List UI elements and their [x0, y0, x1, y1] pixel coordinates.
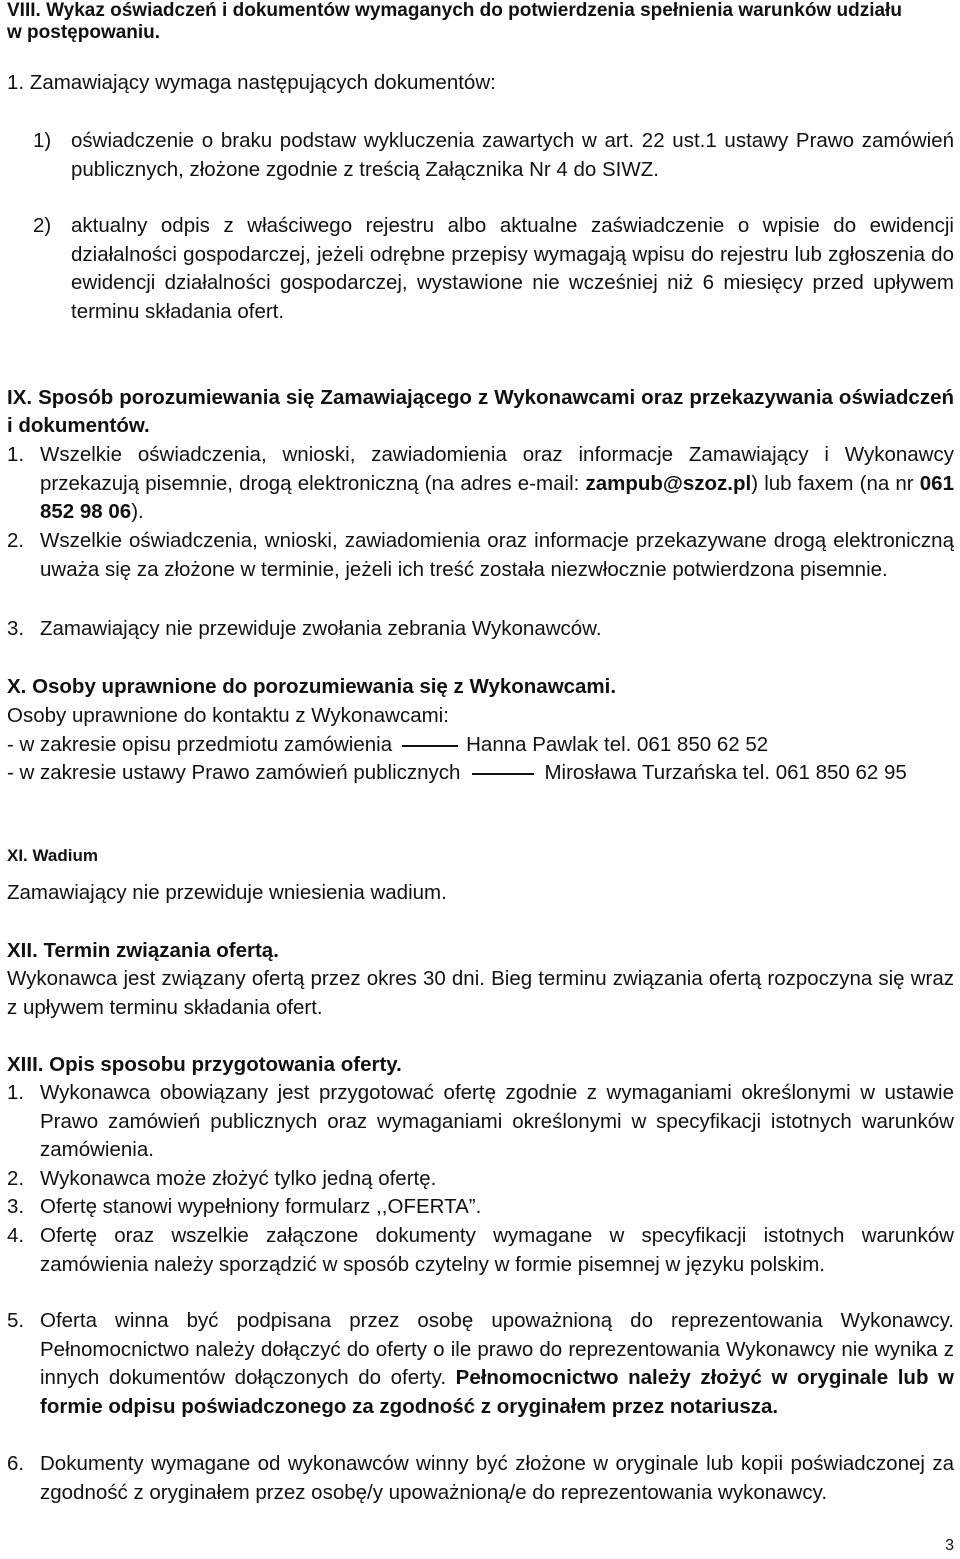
section-xi-text: Zamawiający nie przewiduje wniesienia wadium. — [7, 881, 447, 904]
contact-row-1 — [7, 731, 768, 760]
section-viii-heading-line2: w postępowaniu. — [7, 21, 161, 43]
xiii-item3-text: Ofertę stanowi wypełniony formularz ,,OFERTA”. — [40, 1195, 482, 1218]
section-xi-heading: XI. Wadium — [7, 846, 98, 865]
email-address: zampub@szoz.pl — [585, 471, 752, 495]
xiii-item6-text: Dokumenty wymagane od wykonawców winny być złożone w oryginale lub kopii poświadczonej za zgodność z oryginałem przez osobę/y upoważnioną/e do reprezentowania wykonawcy. — [40, 1452, 954, 1504]
section-x-intro: Osoby uprawnione do kontaktu z Wykonawcami: — [7, 704, 449, 727]
fax-number: 061 852 98 06 — [40, 471, 954, 523]
xiii-item5-text: Oferta winna być podpisana przez osobę upoważnioną do reprezentowania Wykonawcy. Pełnomocnictwo należy dołączyć do oferty o ile prawo do reprezentowania Wykonawcy nie wynika z innych dokumentów dołączonych do oferty. — [40, 1309, 954, 1389]
section-ix-item3: Zamawiający nie przewiduje zwołania zebrania Wykonawców. — [40, 617, 602, 640]
dash-separator — [402, 745, 458, 747]
section-viii-item-1: 1. Zamawiający wymaga następujących dokumentów: — [7, 71, 496, 94]
contact-row-2 — [7, 759, 954, 788]
xiii-item4-number: 4. — [7, 1224, 25, 1247]
xiii-item4-text: Ofertę oraz wszelkie załączone dokumenty wymagane w specyfikacji istotnych warunków zamówienia należy sporządzić w sposób czytelny w formie pisemnej w języku polskim. — [40, 1224, 954, 1276]
contact-1-scope: - w zakresie opisu przedmiotu zamówienia — [7, 733, 393, 756]
section-ix-item2: Wszelkie oświadczenia, wnioski, zawiadomienia oraz informacje przekazywane drogą elektroniczną uważa się za złożone w terminie, jeżeli ich treść została niezwłocznie potwierdzona pisemnie. — [40, 529, 954, 581]
section-xiii-heading: XIII. Opis sposobu przygotowania oferty. — [7, 1053, 402, 1076]
section-viii-heading-line1: VIII. Wykaz oświadczeń i dokumentów wymaganych do potwierdzenia spełnienia warunków udziału — [7, 0, 902, 21]
contact-2-scope: - w zakresie ustawy Prawo zamówień publicznych — [7, 761, 461, 784]
xiii-item5-bold-note: Pełnomocnictwo należy złożyć w oryginale lub w formie odpisu poświadczonego za zgodność z oryginałem przez notariusza. — [40, 1366, 954, 1418]
section-ix-item1-text-a: Wszelkie oświadczenia, wnioski, zawiadomienia oraz informacje Zamawiający i Wykonawcy przekazują pisemnie, drogą elektroniczną (na adres e-mail: — [40, 443, 954, 495]
section-ix-item2-number: 2. — [7, 529, 25, 552]
xiii-item2-text: Wykonawca może złożyć tylko jedną ofertę. — [40, 1167, 437, 1190]
section-ix-item1-text-b: ) lub faxem (na nr — [751, 471, 920, 495]
section-viii-sub1-text: oświadczenie o braku podstaw wykluczenia zawartych w art. 22 ust.1 ustawy Prawo zamówień publicznych, złożone zgodnie z treścią Załącznika Nr 4 do SIWZ. — [71, 129, 954, 181]
section-ix-heading: IX. Sposób porozumiewania się Zamawiającego z Wykonawcami oraz przekazywania oświadczeń i dokumentów. — [7, 386, 954, 437]
xiii-item2-number: 2. — [7, 1167, 25, 1190]
section-ix-item3-number: 3. — [7, 617, 25, 640]
section-ix-item1 — [40, 441, 954, 527]
section-viii-sub2-text: aktualny odpis z właściwego rejestru albo aktualne zaświadczenie o wpisie do ewidencji działalności gospodarczej, jeżeli odrębne przepisy wymagają wpisu do rejestru lub zgłoszenia do ewidencji działalności gospodarczej, wystawione nie wcześniej niż 6 miesięcy przed upływem terminu składania ofert. — [71, 214, 954, 323]
xiii-item1-text: Wykonawca obowiązany jest przygotować ofertę zgodnie z wymaganiami określonymi w ustawie Prawo zamówień publicznych oraz wymaganiami określonymi w specyfikacji istotnych warunków zamówienia. — [40, 1081, 954, 1161]
section-x-heading: X. Osoby uprawnione do porozumiewania się z Wykonawcami. — [7, 675, 617, 698]
contact-1-person: Hanna Pawlak tel. 061 850 62 52 — [466, 733, 769, 756]
section-xii-text: Wykonawca jest związany ofertą przez okres 30 dni. Bieg terminu związania ofertą rozpoczyna się wraz z upływem terminu składania ofert. — [7, 967, 954, 1019]
contact-2-person: Mirosława Turzańska tel. 061 850 62 95 — [544, 761, 907, 784]
dash-separator — [472, 773, 534, 775]
section-viii-sub1-number: 1) — [33, 129, 52, 152]
page-number: 3 — [945, 1537, 954, 1554]
section-viii-heading — [7, 0, 957, 43]
xiii-item3-number: 3. — [7, 1195, 25, 1218]
section-viii-sub2-number: 2) — [33, 214, 52, 237]
xiii-item5-number: 5. — [7, 1309, 25, 1332]
section-xii-heading: XII. Termin związania ofertą. — [7, 939, 279, 962]
xiii-item1-number: 1. — [7, 1081, 25, 1104]
section-ix-item1-number: 1. — [7, 443, 25, 466]
xiii-item6-number: 6. — [7, 1452, 25, 1475]
xiii-item5 — [40, 1307, 954, 1421]
section-ix-item1-text-c: ). — [131, 500, 144, 523]
